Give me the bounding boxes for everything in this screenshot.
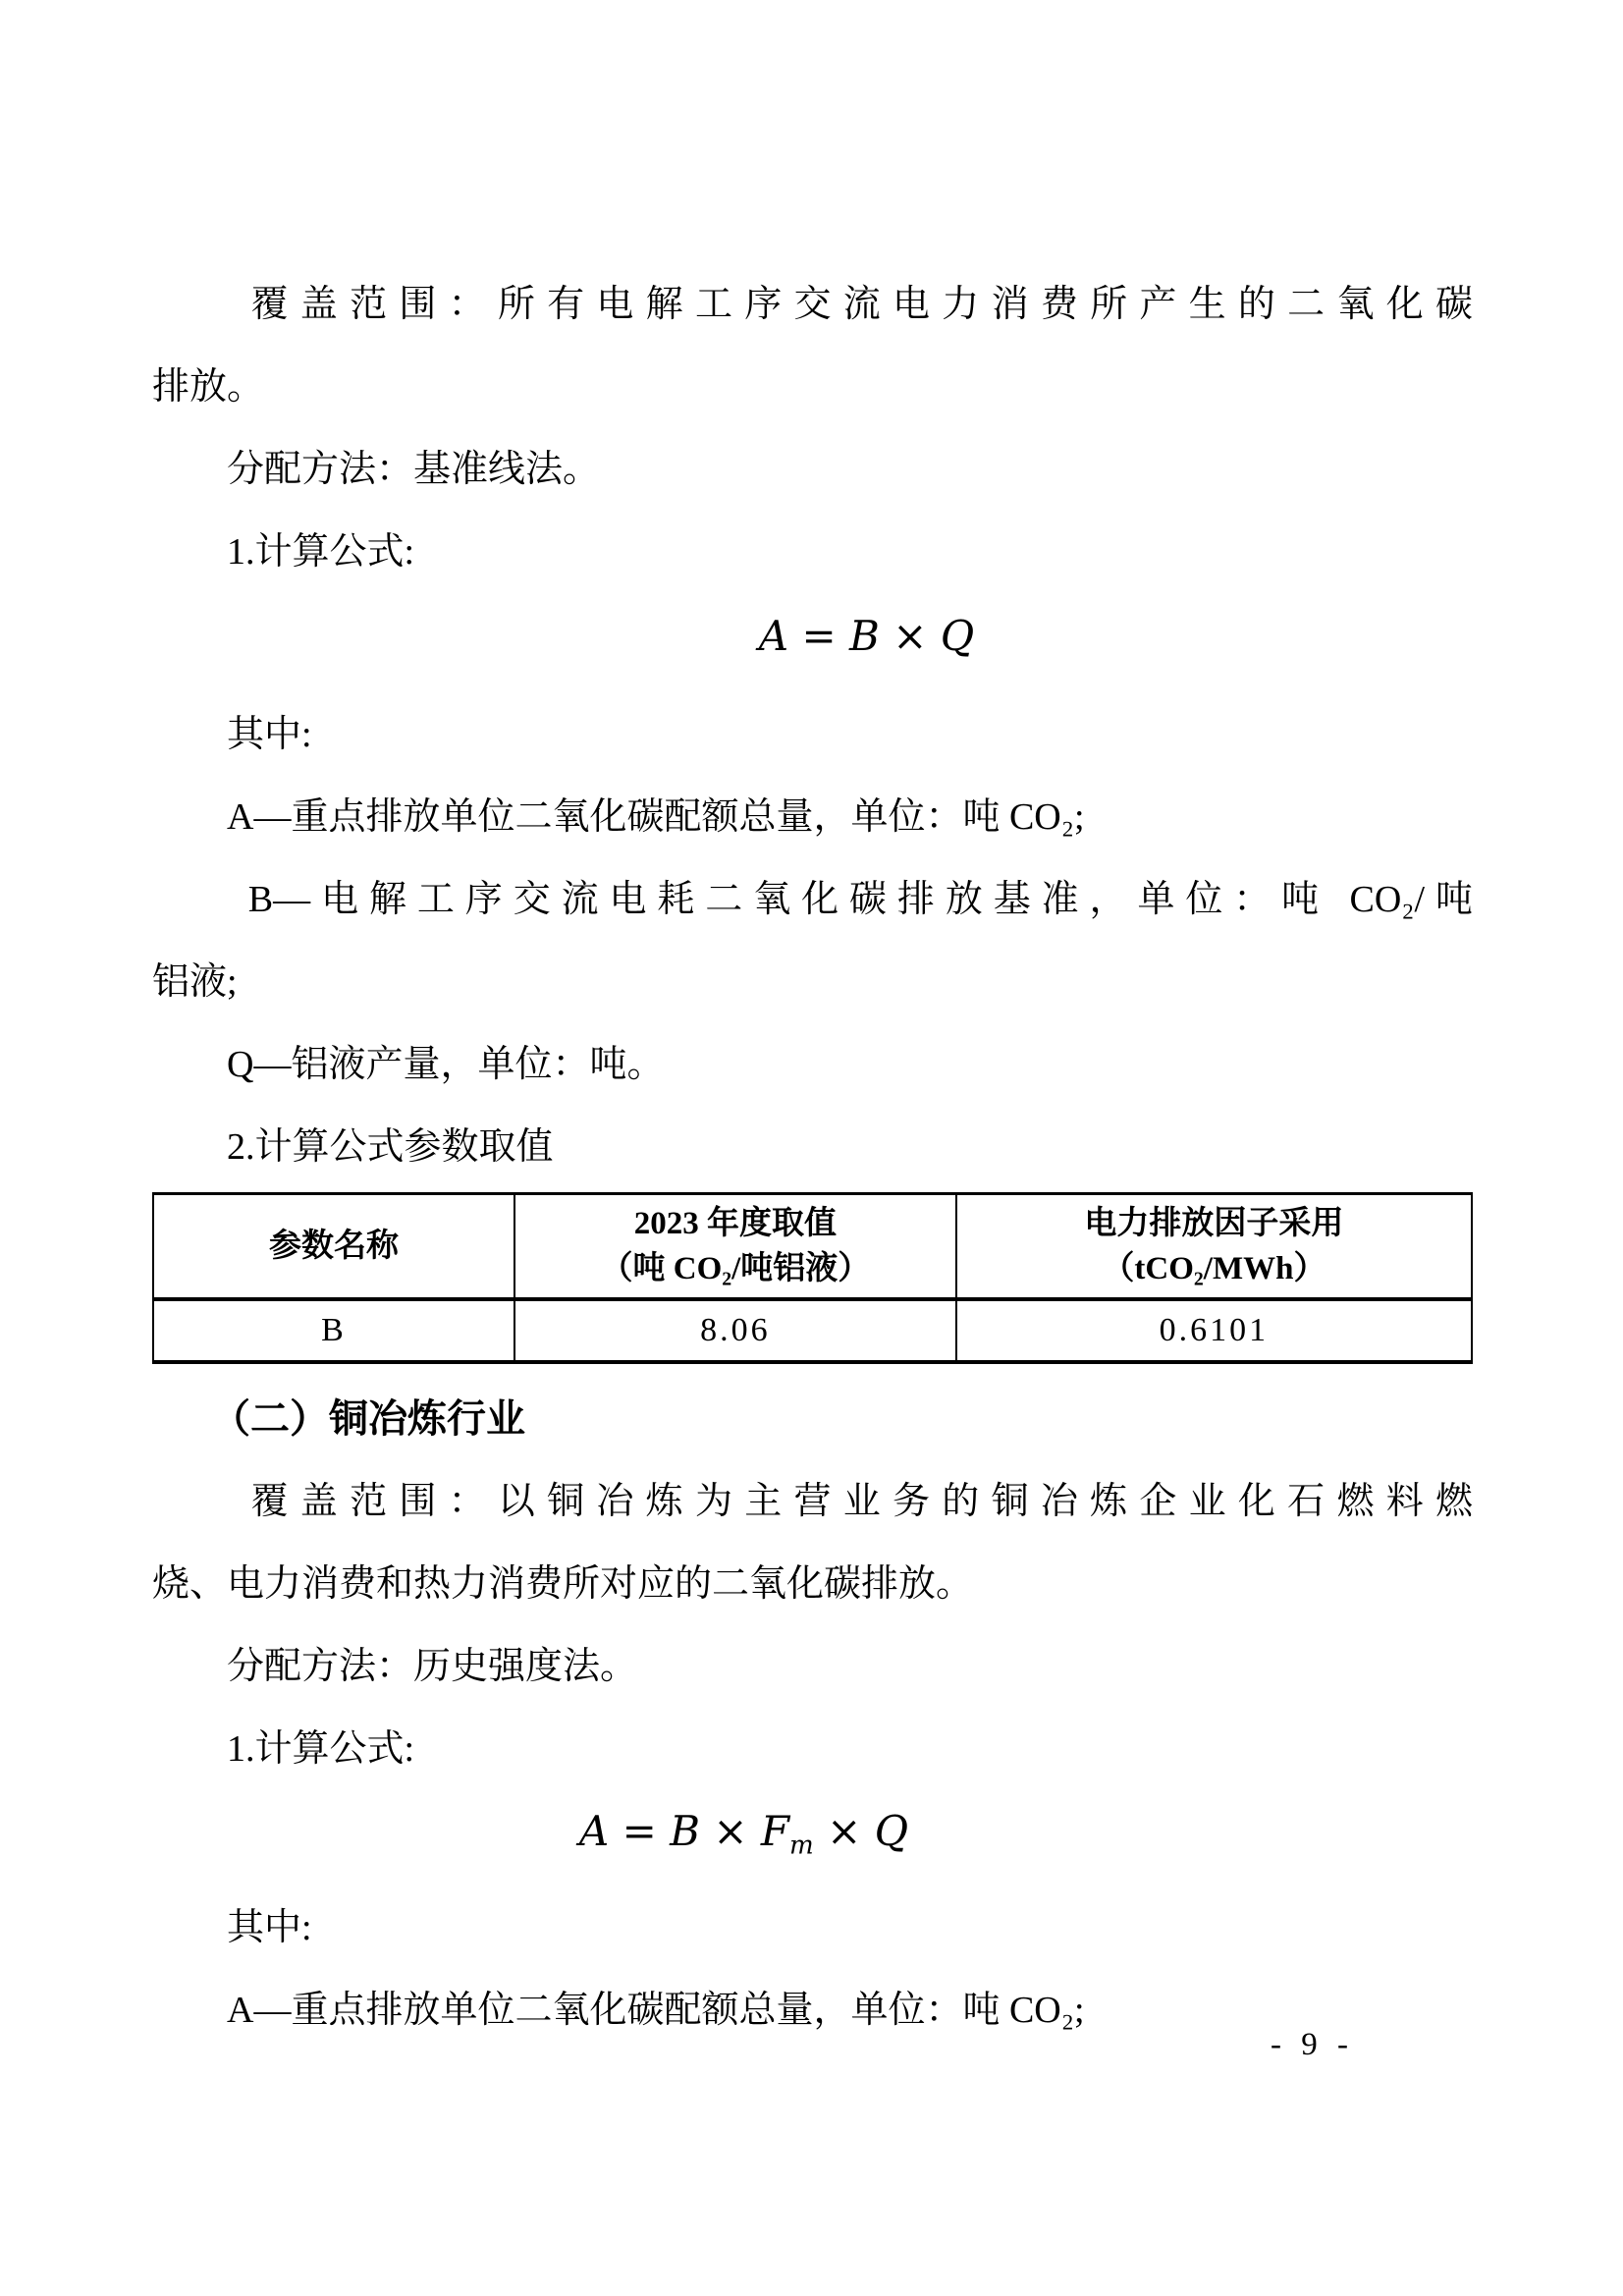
- aluminum-param-a-definition: [152, 776, 1473, 858]
- text-line: 烧、电力消费和热力消费所对应的二氧化碳排放。: [152, 1563, 974, 1605]
- cell-parameter-name: B: [153, 1299, 514, 1362]
- aluminum-table-label: [152, 1106, 1473, 1188]
- text-line: A—重点排放单位二氧化碳配额总量，单位：吨 CO₂;: [152, 1990, 1085, 2032]
- copper-coverage-paragraph: [152, 1460, 1473, 1625]
- text-line: 2.计算公式参数取值: [152, 1126, 554, 1168]
- aluminum-param-q-definition: [152, 1023, 1473, 1106]
- formula-text-suffix: × Q: [813, 1807, 909, 1855]
- cell-power-factor: 0.6101: [956, 1299, 1472, 1362]
- formula-text-prefix: A = B × F: [578, 1807, 790, 1855]
- copper-formula: [152, 1790, 1473, 1886]
- text-line: 分配方法：历史强度法。: [152, 1646, 638, 1687]
- formula-text: A = B × Q: [758, 612, 975, 660]
- text-line: 其中:: [152, 1907, 312, 1949]
- copper-allocation-method: [152, 1625, 1473, 1708]
- cell-2023-value: 8.06: [514, 1299, 956, 1362]
- text-line: 排放。: [152, 366, 265, 408]
- copper-formula-label: [152, 1708, 1473, 1790]
- header-parameter-name: [153, 1194, 514, 1300]
- aluminum-formula-label: [152, 511, 1473, 593]
- text-line: 1.计算公式:: [152, 1728, 415, 1770]
- text-line: 铝液;: [152, 961, 238, 1003]
- text-line: 覆盖范围：所有电解工序交流电力消费所产生的二氧化碳: [152, 284, 1473, 325]
- section-aluminum-electrolysis: [152, 263, 1473, 1364]
- table-header-row: [153, 1194, 1472, 1300]
- text-line: B—电解工序交流电耗二氧化碳排放基准，单位：吨 CO₂/吨: [152, 879, 1473, 920]
- formula-subscript: m: [789, 1831, 814, 1861]
- header-2023-value: [514, 1194, 956, 1300]
- text-line: 覆盖范围：以铜冶炼为主营业务的铜冶炼企业化石燃料燃: [152, 1481, 1473, 1522]
- header-power-emission-factor: [956, 1194, 1472, 1300]
- text-line: 分配方法：基准线法。: [152, 449, 601, 490]
- aluminum-allocation-method: [152, 428, 1473, 511]
- header-text: 参数名称: [268, 1229, 399, 1264]
- header-text: 电力排放因子采用: [1084, 1206, 1344, 1241]
- section-copper-smelting: [152, 1378, 1473, 2051]
- parameter-value-table: [152, 1192, 1473, 1364]
- aluminum-among-label: [152, 693, 1473, 776]
- text-line: 1.计算公式:: [152, 531, 415, 573]
- text-line: A—重点排放单位二氧化碳配额总量，单位：吨 CO₂;: [152, 796, 1085, 838]
- aluminum-param-b-definition: [152, 858, 1473, 1023]
- aluminum-formula: [152, 595, 1473, 678]
- copper-section-heading: [152, 1378, 1473, 1460]
- text-line: Q—铝液产量，单位：吨。: [152, 1044, 665, 1085]
- header-unit-text: （吨 CO₂/吨铝液）: [600, 1251, 871, 1286]
- header-text: 2023 年度取值: [633, 1206, 838, 1241]
- text-line: （二）铜冶炼行业: [152, 1396, 525, 1441]
- page-number: - 9 -: [1271, 2027, 1354, 2062]
- text-line: 其中:: [152, 714, 312, 755]
- header-unit-text: （tCO₂/MWh）: [1102, 1251, 1326, 1286]
- aluminum-coverage-paragraph: [152, 263, 1473, 428]
- copper-among-label: [152, 1886, 1473, 1969]
- table-row: [153, 1299, 1472, 1362]
